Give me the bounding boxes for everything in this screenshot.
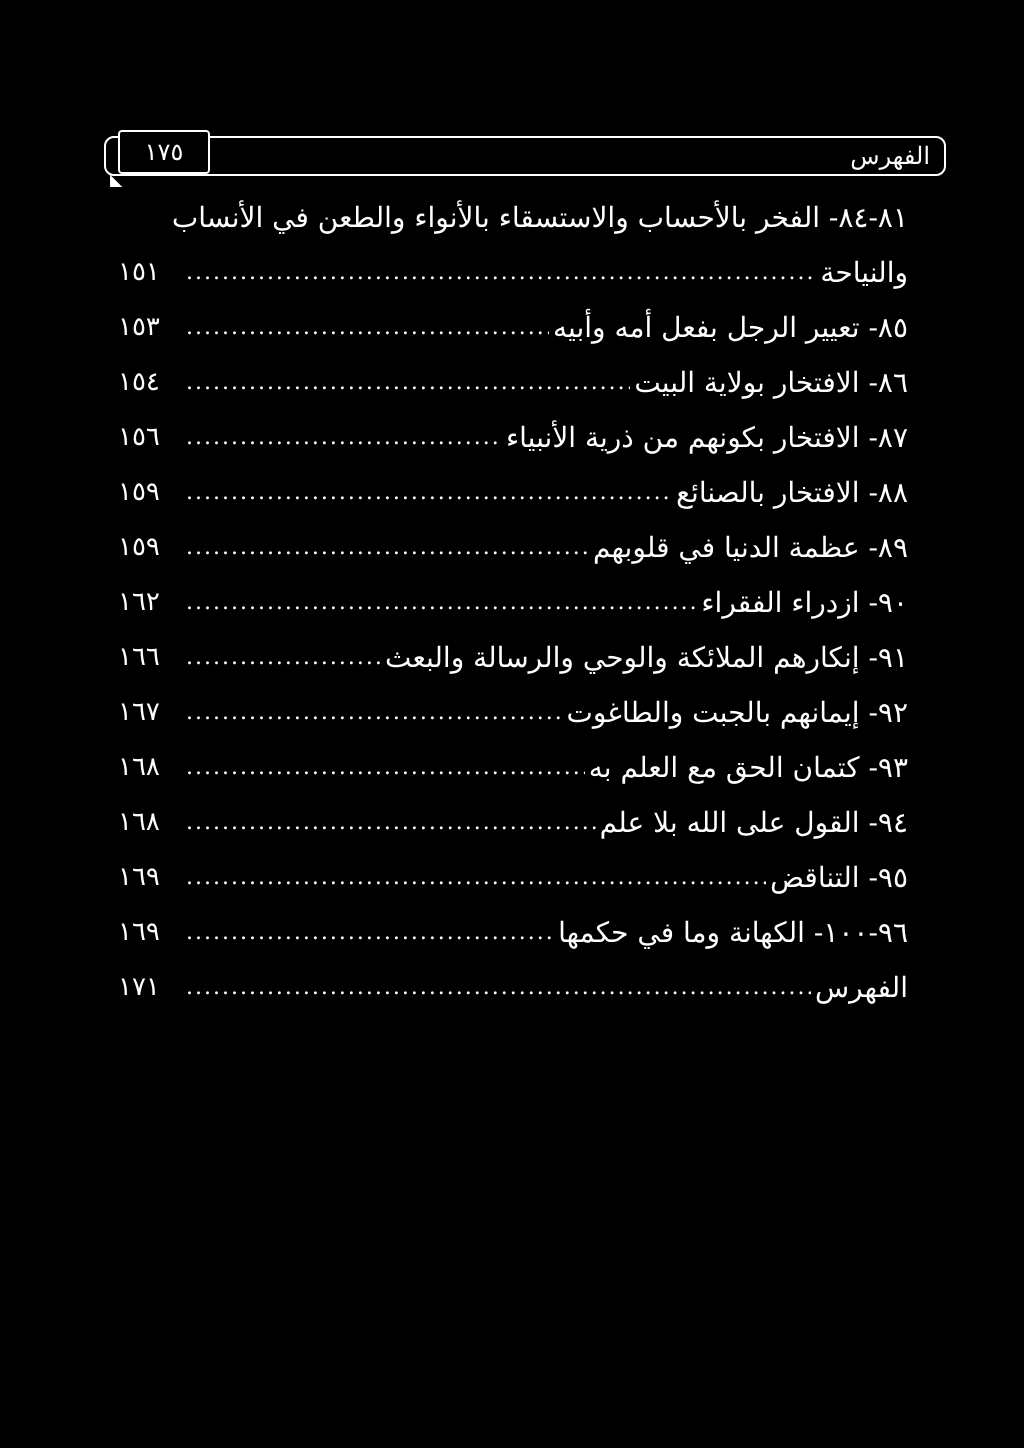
toc-entry: [118, 300, 908, 355]
toc-entry: [118, 960, 908, 1015]
leader-dots: [186, 300, 549, 355]
toc-entry-text: ٩١- إنكارهم الملائكة والوحي والرسالة والبعث: [384, 641, 908, 674]
toc-entry-text: ٩٢- إيمانهم بالجبت والطاغوت: [566, 696, 908, 729]
toc-entry-page: ١٥٣: [118, 312, 160, 342]
toc-entry: [118, 465, 908, 520]
toc-entry-text: ٩٠- ازدراء الفقراء: [701, 586, 908, 619]
toc-entry-page: ١٥٤: [118, 367, 160, 397]
toc-entry: [118, 410, 908, 465]
leader-dots: [186, 465, 672, 520]
corner-arrow-icon: ◣: [110, 170, 123, 189]
toc-entry: [118, 905, 908, 960]
toc-entry-text: ٨٩- عظمة الدنيا في قلوبهم: [593, 531, 908, 564]
toc-entry-page: ١٥٩: [118, 532, 160, 562]
leader-dots: [186, 245, 816, 300]
leader-dots: [186, 960, 811, 1015]
toc-entry-text: والنياحة: [820, 256, 908, 289]
toc-entry: [118, 685, 908, 740]
toc-entry-page: ١٥١: [118, 257, 160, 287]
toc-entry: [118, 575, 908, 630]
toc-entry-page: ١٦٨: [118, 752, 160, 782]
leader-dots: [186, 410, 502, 465]
toc-entry-text: ٨٦- الافتخار بولاية البيت: [634, 366, 908, 399]
toc-entry-page: ١٥٩: [118, 477, 160, 507]
leader-dots: [186, 850, 766, 905]
toc-entry-page: ١٦٨: [118, 807, 160, 837]
table-of-contents: [118, 190, 908, 1015]
toc-entry-page: ١٦٦: [118, 642, 160, 672]
toc-entry-text: ٩٣- كتمان الحق مع العلم به: [588, 751, 908, 784]
toc-entry-text: الفهرس: [814, 971, 908, 1004]
toc-entry: [118, 740, 908, 795]
toc-heading-line: [118, 190, 908, 245]
page-number-box: [118, 130, 210, 174]
leader-dots: [186, 740, 585, 795]
leader-dots: [186, 630, 381, 685]
toc-entry: [118, 795, 908, 850]
toc-entry-page: ١٥٦: [118, 422, 160, 452]
toc-entry: [118, 520, 908, 575]
toc-entry-text: ٨٥- تعيير الرجل بفعل أمه وأبيه: [553, 311, 908, 344]
toc-entry-page: ١٧١: [118, 972, 160, 1002]
toc-entry-text: ٨٧- الافتخار بكونهم من ذرية الأنبياء: [505, 421, 908, 454]
toc-entry-text: ٩٦-١٠٠- الكهانة وما في حكمها: [558, 916, 908, 949]
toc-entry-text: ٩٤- القول على الله بلا علم: [599, 806, 908, 839]
toc-entry: [118, 355, 908, 410]
leader-dots: [186, 355, 630, 410]
running-header: [104, 136, 946, 189]
toc-entry-text: ٨٨- الافتخار بالصنائع: [676, 476, 908, 509]
header-title: الفهرس: [850, 142, 930, 170]
page-number: ١٧٥: [144, 138, 184, 166]
leader-dots: [186, 905, 554, 960]
toc-entry-page: ١٦٩: [118, 862, 160, 892]
leader-dots: [186, 575, 697, 630]
toc-entry: [118, 245, 908, 300]
leader-dots: [186, 685, 562, 740]
toc-entry: [118, 850, 908, 905]
leader-dots: [186, 795, 596, 850]
toc-entry-page: ١٦٧: [118, 697, 160, 727]
leader-dots: [186, 520, 589, 575]
toc-entry-text: ٩٥- التناقض: [770, 861, 908, 894]
toc-entry-text: ٨١-٨٤- الفخر بالأحساب والاستسقاء بالأنواء والطعن في الأنساب: [171, 201, 908, 234]
toc-entry: [118, 630, 908, 685]
toc-entry-page: ١٦٢: [118, 587, 160, 617]
toc-entry-page: ١٦٩: [118, 917, 160, 947]
